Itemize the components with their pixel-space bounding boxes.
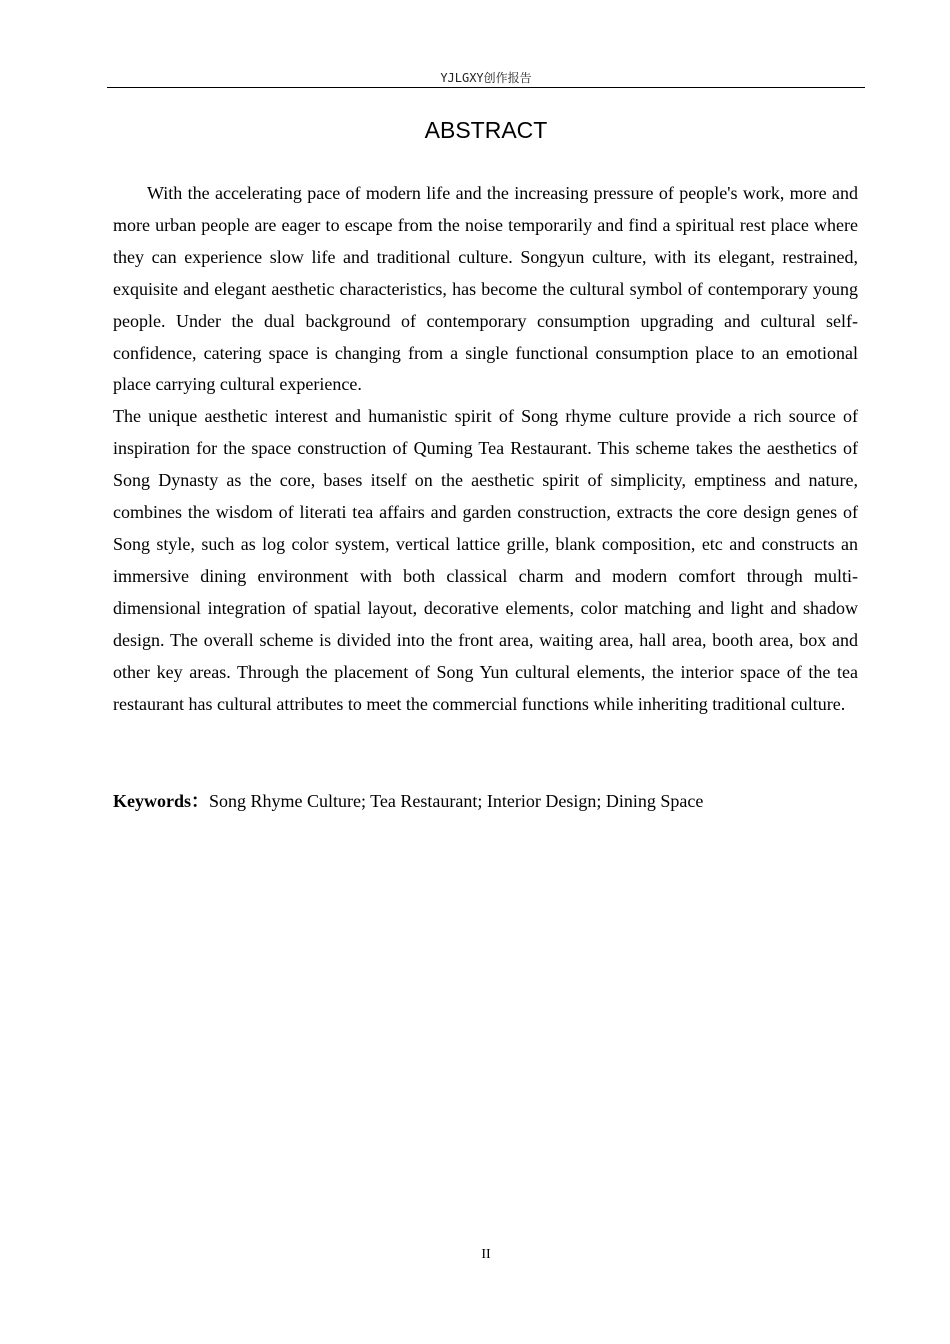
abstract-paragraph-1: With the accelerating pace of modern life and the increasing pressure of people's work, more and more urban people are eager to escape from the noise temporarily and find a spiritual rest place where they can experience slow life and traditional culture. Songyun culture, with its elegant, restrained, exquisite and elegant aesthetic characteristics, has become the cultural symbol of contemporary young people. Under the dual background of contemporary consumption upgrading and cultural self-confidence, catering space is changing from a single functional consumption place to an emotional place carrying cultural experience.: [113, 183, 858, 395]
keywords-label: Keywords：: [113, 791, 209, 811]
abstract-paragraph-2: The unique aesthetic interest and humanistic spirit of Song rhyme culture provide a rich source of inspiration for the space construction of Quming Tea Restaurant. This scheme takes the aesthetics of Song Dynasty as the core, bases itself on the aesthetic spirit of simplicity, emptiness and nature, combines the wisdom of literati tea affairs and garden construction, extracts the core design genes of Song style, such as log color system, vertical lattice grille, blank composition, etc and constructs an immersive dining environment with both classical charm and modern comfort through multi-dimensional integration of spatial layout, decorative elements, color matching and light and shadow design. The overall scheme is divided into the front area, waiting area, hall area, booth area, box and other key areas. Through the placement of Song Yun cultural elements, the interior space of the tea restaurant has cultural attributes to meet the commercial functions while inheriting traditional culture.: [113, 406, 858, 714]
running-header: YJLGXY创作报告: [440, 71, 532, 85]
page-number: II: [481, 1247, 491, 1262]
abstract-title: ABSTRACT: [424, 117, 548, 143]
keywords-line: [113, 785, 858, 817]
header-divider: [107, 87, 865, 88]
abstract-body: [113, 178, 858, 720]
keywords-value: Song Rhyme Culture; Tea Restaurant; Interior Design; Dining Space: [209, 791, 704, 811]
